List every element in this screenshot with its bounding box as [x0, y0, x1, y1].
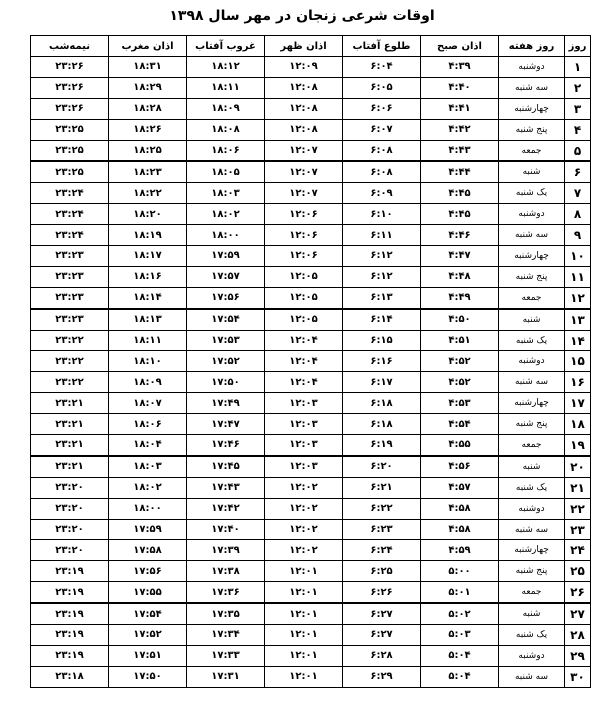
cell-midnight: ۲۳:۲۱: [31, 435, 109, 456]
cell-maghrib: ۱۸:۲۸: [109, 98, 187, 119]
cell-day: ۹: [565, 225, 591, 246]
cell-maghrib: ۱۷:۵۰: [109, 666, 187, 687]
cell-dhuhr: ۱۲:۰۲: [265, 540, 343, 561]
cell-maghrib: ۱۸:۰۰: [109, 498, 187, 519]
cell-sunrise: ۶:۲۹: [343, 666, 421, 687]
cell-day: ۱۷: [565, 393, 591, 414]
cell-midnight: ۲۳:۱۹: [31, 582, 109, 603]
cell-sunset: ۱۷:۵۹: [187, 246, 265, 267]
cell-sunset: ۱۸:۰۲: [187, 204, 265, 225]
cell-weekday: یک شنبه: [499, 625, 565, 646]
cell-fajr: ۴:۵۶: [421, 456, 499, 477]
cell-weekday: پنج شنبه: [499, 266, 565, 287]
cell-sunrise: ۶:۱۲: [343, 266, 421, 287]
cell-day: ۲۹: [565, 645, 591, 666]
cell-fajr: ۵:۰۰: [421, 561, 499, 582]
table-row: [31, 456, 591, 477]
cell-fajr: ۴:۴۸: [421, 266, 499, 287]
cell-weekday: پنج شنبه: [499, 414, 565, 435]
table-row: [31, 414, 591, 435]
cell-weekday: چهارشنبه: [499, 246, 565, 267]
cell-day: ۱۳: [565, 309, 591, 330]
cell-midnight: ۲۳:۲۶: [31, 98, 109, 119]
cell-sunset: ۱۸:۰۸: [187, 119, 265, 140]
cell-fajr: ۴:۵۱: [421, 330, 499, 351]
cell-midnight: ۲۳:۲۲: [31, 372, 109, 393]
cell-fajr: ۴:۴۶: [421, 225, 499, 246]
cell-fajr: ۴:۵۵: [421, 435, 499, 456]
cell-maghrib: ۱۸:۲۳: [109, 161, 187, 182]
cell-midnight: ۲۳:۱۹: [31, 603, 109, 624]
cell-day: ۷: [565, 183, 591, 204]
cell-sunset: ۱۷:۴۳: [187, 477, 265, 498]
cell-midnight: ۲۳:۲۴: [31, 183, 109, 204]
table-row: [31, 246, 591, 267]
cell-dhuhr: ۱۲:۰۴: [265, 351, 343, 372]
cell-midnight: ۲۳:۲۴: [31, 204, 109, 225]
cell-sunrise: ۶:۰۸: [343, 161, 421, 182]
cell-day: ۲۳: [565, 519, 591, 540]
cell-weekday: سه شنبه: [499, 225, 565, 246]
cell-sunset: ۱۸:۰۶: [187, 140, 265, 161]
cell-dhuhr: ۱۲:۰۴: [265, 372, 343, 393]
cell-day: ۲: [565, 77, 591, 98]
cell-day: ۱۰: [565, 246, 591, 267]
cell-sunrise: ۶:۲۶: [343, 582, 421, 603]
cell-dhuhr: ۱۲:۰۲: [265, 477, 343, 498]
cell-midnight: ۲۳:۲۳: [31, 287, 109, 308]
cell-dhuhr: ۱۲:۰۸: [265, 77, 343, 98]
cell-day: ۱۱: [565, 266, 591, 287]
cell-sunrise: ۶:۱۲: [343, 246, 421, 267]
table-row: [31, 519, 591, 540]
cell-weekday: شنبه: [499, 309, 565, 330]
cell-midnight: ۲۳:۲۶: [31, 57, 109, 78]
cell-day: ۱۴: [565, 330, 591, 351]
cell-fajr: ۴:۵۸: [421, 498, 499, 519]
table-row: [31, 225, 591, 246]
cell-sunrise: ۶:۱۱: [343, 225, 421, 246]
cell-fajr: ۵:۰۱: [421, 582, 499, 603]
cell-maghrib: ۱۸:۰۴: [109, 435, 187, 456]
cell-midnight: ۲۳:۲۰: [31, 519, 109, 540]
cell-sunrise: ۶:۰۶: [343, 98, 421, 119]
table-row: [31, 477, 591, 498]
cell-weekday: دوشنبه: [499, 204, 565, 225]
cell-weekday: یک شنبه: [499, 183, 565, 204]
cell-sunset: ۱۷:۴۰: [187, 519, 265, 540]
cell-day: ۳: [565, 98, 591, 119]
cell-sunset: ۱۸:۱۱: [187, 77, 265, 98]
cell-maghrib: ۱۸:۲۵: [109, 140, 187, 161]
cell-dhuhr: ۱۲:۰۲: [265, 498, 343, 519]
cell-dhuhr: ۱۲:۰۳: [265, 393, 343, 414]
cell-dhuhr: ۱۲:۰۱: [265, 603, 343, 624]
cell-maghrib: ۱۸:۰۳: [109, 456, 187, 477]
cell-fajr: ۴:۵۳: [421, 393, 499, 414]
table-row: [31, 204, 591, 225]
cell-sunset: ۱۷:۳۱: [187, 666, 265, 687]
cell-dhuhr: ۱۲:۰۱: [265, 582, 343, 603]
cell-sunrise: ۶:۰۸: [343, 140, 421, 161]
table-row: [31, 372, 591, 393]
cell-fajr: ۴:۴۵: [421, 183, 499, 204]
cell-dhuhr: ۱۲:۰۷: [265, 140, 343, 161]
cell-sunset: ۱۷:۵۰: [187, 372, 265, 393]
cell-fajr: ۴:۵۰: [421, 309, 499, 330]
cell-midnight: ۲۳:۲۱: [31, 414, 109, 435]
cell-maghrib: ۱۸:۰۷: [109, 393, 187, 414]
cell-sunset: ۱۸:۰۳: [187, 183, 265, 204]
cell-dhuhr: ۱۲:۰۱: [265, 666, 343, 687]
cell-sunrise: ۶:۲۷: [343, 603, 421, 624]
cell-weekday: یک شنبه: [499, 330, 565, 351]
cell-sunset: ۱۷:۵۲: [187, 351, 265, 372]
cell-weekday: شنبه: [499, 456, 565, 477]
page-title: اوقات شرعی زنجان در مهر سال ۱۳۹۸: [169, 8, 435, 24]
cell-sunrise: ۶:۰۵: [343, 77, 421, 98]
cell-sunset: ۱۷:۵۴: [187, 309, 265, 330]
cell-sunrise: ۶:۱۸: [343, 414, 421, 435]
cell-sunset: ۱۷:۵۶: [187, 287, 265, 308]
cell-sunset: ۱۷:۴۹: [187, 393, 265, 414]
cell-maghrib: ۱۸:۰۹: [109, 372, 187, 393]
cell-weekday: جمعه: [499, 435, 565, 456]
table-row: [31, 161, 591, 182]
cell-sunset: ۱۷:۴۶: [187, 435, 265, 456]
cell-sunrise: ۶:۱۴: [343, 309, 421, 330]
cell-dhuhr: ۱۲:۰۷: [265, 161, 343, 182]
cell-maghrib: ۱۸:۰۶: [109, 414, 187, 435]
cell-sunset: ۱۷:۳۸: [187, 561, 265, 582]
table-row: [31, 330, 591, 351]
cell-maghrib: ۱۸:۱۱: [109, 330, 187, 351]
header-dhuhr: اذان ظهر: [265, 36, 343, 57]
table-row: [31, 582, 591, 603]
cell-dhuhr: ۱۲:۰۲: [265, 519, 343, 540]
header-maghrib: اذان مغرب: [109, 36, 187, 57]
table-row: [31, 266, 591, 287]
cell-dhuhr: ۱۲:۰۶: [265, 204, 343, 225]
cell-maghrib: ۱۸:۲۶: [109, 119, 187, 140]
cell-fajr: ۴:۴۹: [421, 287, 499, 308]
cell-fajr: ۴:۵۹: [421, 540, 499, 561]
cell-weekday: دوشنبه: [499, 351, 565, 372]
cell-midnight: ۲۳:۲۰: [31, 540, 109, 561]
cell-midnight: ۲۳:۲۶: [31, 77, 109, 98]
cell-weekday: دوشنبه: [499, 645, 565, 666]
cell-day: ۶: [565, 161, 591, 182]
cell-midnight: ۲۳:۲۵: [31, 119, 109, 140]
cell-day: ۱۹: [565, 435, 591, 456]
cell-dhuhr: ۱۲:۰۸: [265, 119, 343, 140]
cell-fajr: ۴:۴۰: [421, 77, 499, 98]
cell-sunrise: ۶:۲۷: [343, 625, 421, 646]
cell-maghrib: ۱۸:۰۲: [109, 477, 187, 498]
cell-weekday: چهارشنبه: [499, 98, 565, 119]
cell-sunrise: ۶:۰۴: [343, 57, 421, 78]
table-row: [31, 625, 591, 646]
cell-midnight: ۲۳:۱۹: [31, 625, 109, 646]
cell-sunrise: ۶:۱۷: [343, 372, 421, 393]
cell-dhuhr: ۱۲:۰۱: [265, 625, 343, 646]
cell-maghrib: ۱۸:۳۱: [109, 57, 187, 78]
cell-sunrise: ۶:۱۸: [343, 393, 421, 414]
cell-maghrib: ۱۷:۵۶: [109, 561, 187, 582]
cell-sunrise: ۶:۱۹: [343, 435, 421, 456]
cell-sunrise: ۶:۱۳: [343, 287, 421, 308]
cell-maghrib: ۱۷:۵۹: [109, 519, 187, 540]
cell-dhuhr: ۱۲:۰۶: [265, 225, 343, 246]
cell-day: ۱۸: [565, 414, 591, 435]
cell-sunrise: ۶:۰۹: [343, 183, 421, 204]
cell-midnight: ۲۳:۲۱: [31, 456, 109, 477]
cell-weekday: سه شنبه: [499, 519, 565, 540]
table-row: [31, 351, 591, 372]
header-weekday: روز هفته: [499, 36, 565, 57]
cell-maghrib: ۱۷:۵۲: [109, 625, 187, 646]
cell-dhuhr: ۱۲:۰۹: [265, 57, 343, 78]
cell-fajr: ۵:۰۲: [421, 603, 499, 624]
header-midnight: نیمه‌شب: [31, 36, 109, 57]
cell-sunset: ۱۷:۴۲: [187, 498, 265, 519]
cell-midnight: ۲۳:۲۲: [31, 330, 109, 351]
cell-maghrib: ۱۸:۱۷: [109, 246, 187, 267]
cell-fajr: ۴:۵۴: [421, 414, 499, 435]
cell-weekday: سه شنبه: [499, 372, 565, 393]
cell-day: ۳۰: [565, 666, 591, 687]
cell-fajr: ۴:۵۸: [421, 519, 499, 540]
cell-dhuhr: ۱۲:۰۱: [265, 561, 343, 582]
cell-midnight: ۲۳:۲۵: [31, 140, 109, 161]
cell-sunrise: ۶:۲۵: [343, 561, 421, 582]
cell-dhuhr: ۱۲:۰۴: [265, 330, 343, 351]
cell-fajr: ۵:۰۴: [421, 666, 499, 687]
cell-maghrib: ۱۸:۱۳: [109, 309, 187, 330]
table-row: [31, 57, 591, 78]
cell-weekday: چهارشنبه: [499, 540, 565, 561]
cell-maghrib: ۱۸:۱۰: [109, 351, 187, 372]
cell-maghrib: ۱۸:۱۶: [109, 266, 187, 287]
table-header-row: [31, 36, 591, 57]
cell-midnight: ۲۳:۲۴: [31, 225, 109, 246]
cell-midnight: ۲۳:۲۳: [31, 309, 109, 330]
table-row: [31, 666, 591, 687]
cell-dhuhr: ۱۲:۰۳: [265, 414, 343, 435]
cell-midnight: ۲۳:۲۰: [31, 498, 109, 519]
cell-day: ۱: [565, 57, 591, 78]
table-row: [31, 540, 591, 561]
cell-midnight: ۲۳:۲۱: [31, 393, 109, 414]
cell-dhuhr: ۱۲:۰۳: [265, 456, 343, 477]
cell-weekday: دوشنبه: [499, 498, 565, 519]
cell-sunset: ۱۷:۴۷: [187, 414, 265, 435]
cell-weekday: پنج شنبه: [499, 119, 565, 140]
cell-sunrise: ۶:۱۶: [343, 351, 421, 372]
cell-sunrise: ۶:۲۸: [343, 645, 421, 666]
cell-day: ۱۲: [565, 287, 591, 308]
table-row: [31, 98, 591, 119]
cell-fajr: ۵:۰۴: [421, 645, 499, 666]
prayer-times-table: [30, 35, 591, 688]
cell-fajr: ۵:۰۳: [421, 625, 499, 646]
cell-sunset: ۱۷:۳۹: [187, 540, 265, 561]
cell-midnight: ۲۳:۱۹: [31, 645, 109, 666]
cell-dhuhr: ۱۲:۰۵: [265, 266, 343, 287]
cell-sunrise: ۶:۲۰: [343, 456, 421, 477]
cell-sunset: ۱۷:۵۷: [187, 266, 265, 287]
cell-fajr: ۴:۴۷: [421, 246, 499, 267]
cell-dhuhr: ۱۲:۰۸: [265, 98, 343, 119]
cell-sunset: ۱۷:۴۵: [187, 456, 265, 477]
table-row: [31, 645, 591, 666]
table-row: [31, 393, 591, 414]
cell-sunset: ۱۷:۵۳: [187, 330, 265, 351]
cell-midnight: ۲۳:۲۳: [31, 246, 109, 267]
cell-midnight: ۲۳:۲۵: [31, 161, 109, 182]
cell-dhuhr: ۱۲:۰۱: [265, 645, 343, 666]
cell-day: ۲۸: [565, 625, 591, 646]
cell-day: ۲۱: [565, 477, 591, 498]
cell-maghrib: ۱۷:۵۱: [109, 645, 187, 666]
cell-day: ۱۶: [565, 372, 591, 393]
cell-sunset: ۱۷:۳۳: [187, 645, 265, 666]
table-row: [31, 435, 591, 456]
cell-sunrise: ۶:۲۱: [343, 477, 421, 498]
table-row: [31, 119, 591, 140]
cell-day: ۲۰: [565, 456, 591, 477]
cell-weekday: چهارشنبه: [499, 393, 565, 414]
cell-sunrise: ۶:۲۲: [343, 498, 421, 519]
cell-sunset: ۱۷:۳۴: [187, 625, 265, 646]
cell-maghrib: ۱۸:۲۰: [109, 204, 187, 225]
table-row: [31, 603, 591, 624]
cell-sunset: ۱۸:۰۰: [187, 225, 265, 246]
cell-fajr: ۴:۴۱: [421, 98, 499, 119]
table-row: [31, 498, 591, 519]
cell-fajr: ۴:۴۲: [421, 119, 499, 140]
cell-day: ۲۴: [565, 540, 591, 561]
cell-sunset: ۱۸:۰۵: [187, 161, 265, 182]
cell-dhuhr: ۱۲:۰۷: [265, 183, 343, 204]
table-row: [31, 561, 591, 582]
cell-weekday: شنبه: [499, 603, 565, 624]
cell-sunset: ۱۸:۱۲: [187, 57, 265, 78]
cell-weekday: جمعه: [499, 287, 565, 308]
cell-fajr: ۴:۴۴: [421, 161, 499, 182]
cell-maghrib: ۱۸:۱۴: [109, 287, 187, 308]
cell-sunrise: ۶:۲۳: [343, 519, 421, 540]
header-day: روز: [565, 36, 591, 57]
cell-maghrib: ۱۸:۲۲: [109, 183, 187, 204]
header-sunset: غروب آفتاب: [187, 36, 265, 57]
cell-dhuhr: ۱۲:۰۳: [265, 435, 343, 456]
cell-maghrib: ۱۷:۵۵: [109, 582, 187, 603]
cell-midnight: ۲۳:۲۳: [31, 266, 109, 287]
cell-dhuhr: ۱۲:۰۵: [265, 287, 343, 308]
cell-sunrise: ۶:۲۴: [343, 540, 421, 561]
cell-sunset: ۱۷:۳۶: [187, 582, 265, 603]
cell-weekday: سه شنبه: [499, 77, 565, 98]
cell-fajr: ۴:۴۵: [421, 204, 499, 225]
cell-fajr: ۴:۳۹: [421, 57, 499, 78]
cell-weekday: یک شنبه: [499, 477, 565, 498]
table-row: [31, 287, 591, 308]
cell-weekday: جمعه: [499, 140, 565, 161]
header-fajr: اذان صبح: [421, 36, 499, 57]
table-row: [31, 77, 591, 98]
cell-midnight: ۲۳:۲۰: [31, 477, 109, 498]
cell-sunset: ۱۸:۰۹: [187, 98, 265, 119]
cell-day: ۲۷: [565, 603, 591, 624]
cell-midnight: ۲۳:۱۸: [31, 666, 109, 687]
cell-sunrise: ۶:۰۷: [343, 119, 421, 140]
cell-maghrib: ۱۸:۲۹: [109, 77, 187, 98]
cell-day: ۲۵: [565, 561, 591, 582]
cell-sunrise: ۶:۱۵: [343, 330, 421, 351]
cell-fajr: ۴:۴۳: [421, 140, 499, 161]
cell-sunrise: ۶:۱۰: [343, 204, 421, 225]
cell-maghrib: ۱۷:۵۴: [109, 603, 187, 624]
table-row: [31, 309, 591, 330]
cell-day: ۸: [565, 204, 591, 225]
cell-fajr: ۴:۵۲: [421, 372, 499, 393]
cell-maghrib: ۱۸:۱۹: [109, 225, 187, 246]
cell-weekday: دوشنبه: [499, 57, 565, 78]
cell-dhuhr: ۱۲:۰۶: [265, 246, 343, 267]
cell-weekday: جمعه: [499, 582, 565, 603]
cell-day: ۲۶: [565, 582, 591, 603]
cell-weekday: شنبه: [499, 161, 565, 182]
table-row: [31, 140, 591, 161]
cell-fajr: ۴:۵۷: [421, 477, 499, 498]
cell-sunset: ۱۷:۳۵: [187, 603, 265, 624]
cell-day: ۱۵: [565, 351, 591, 372]
cell-midnight: ۲۳:۱۹: [31, 561, 109, 582]
table-row: [31, 183, 591, 204]
cell-weekday: پنج شنبه: [499, 561, 565, 582]
cell-dhuhr: ۱۲:۰۵: [265, 309, 343, 330]
cell-midnight: ۲۳:۲۲: [31, 351, 109, 372]
cell-day: ۵: [565, 140, 591, 161]
cell-day: ۴: [565, 119, 591, 140]
cell-maghrib: ۱۷:۵۸: [109, 540, 187, 561]
cell-weekday: سه شنبه: [499, 666, 565, 687]
header-sunrise: طلوع آفتاب: [343, 36, 421, 57]
cell-day: ۲۲: [565, 498, 591, 519]
cell-fajr: ۴:۵۲: [421, 351, 499, 372]
